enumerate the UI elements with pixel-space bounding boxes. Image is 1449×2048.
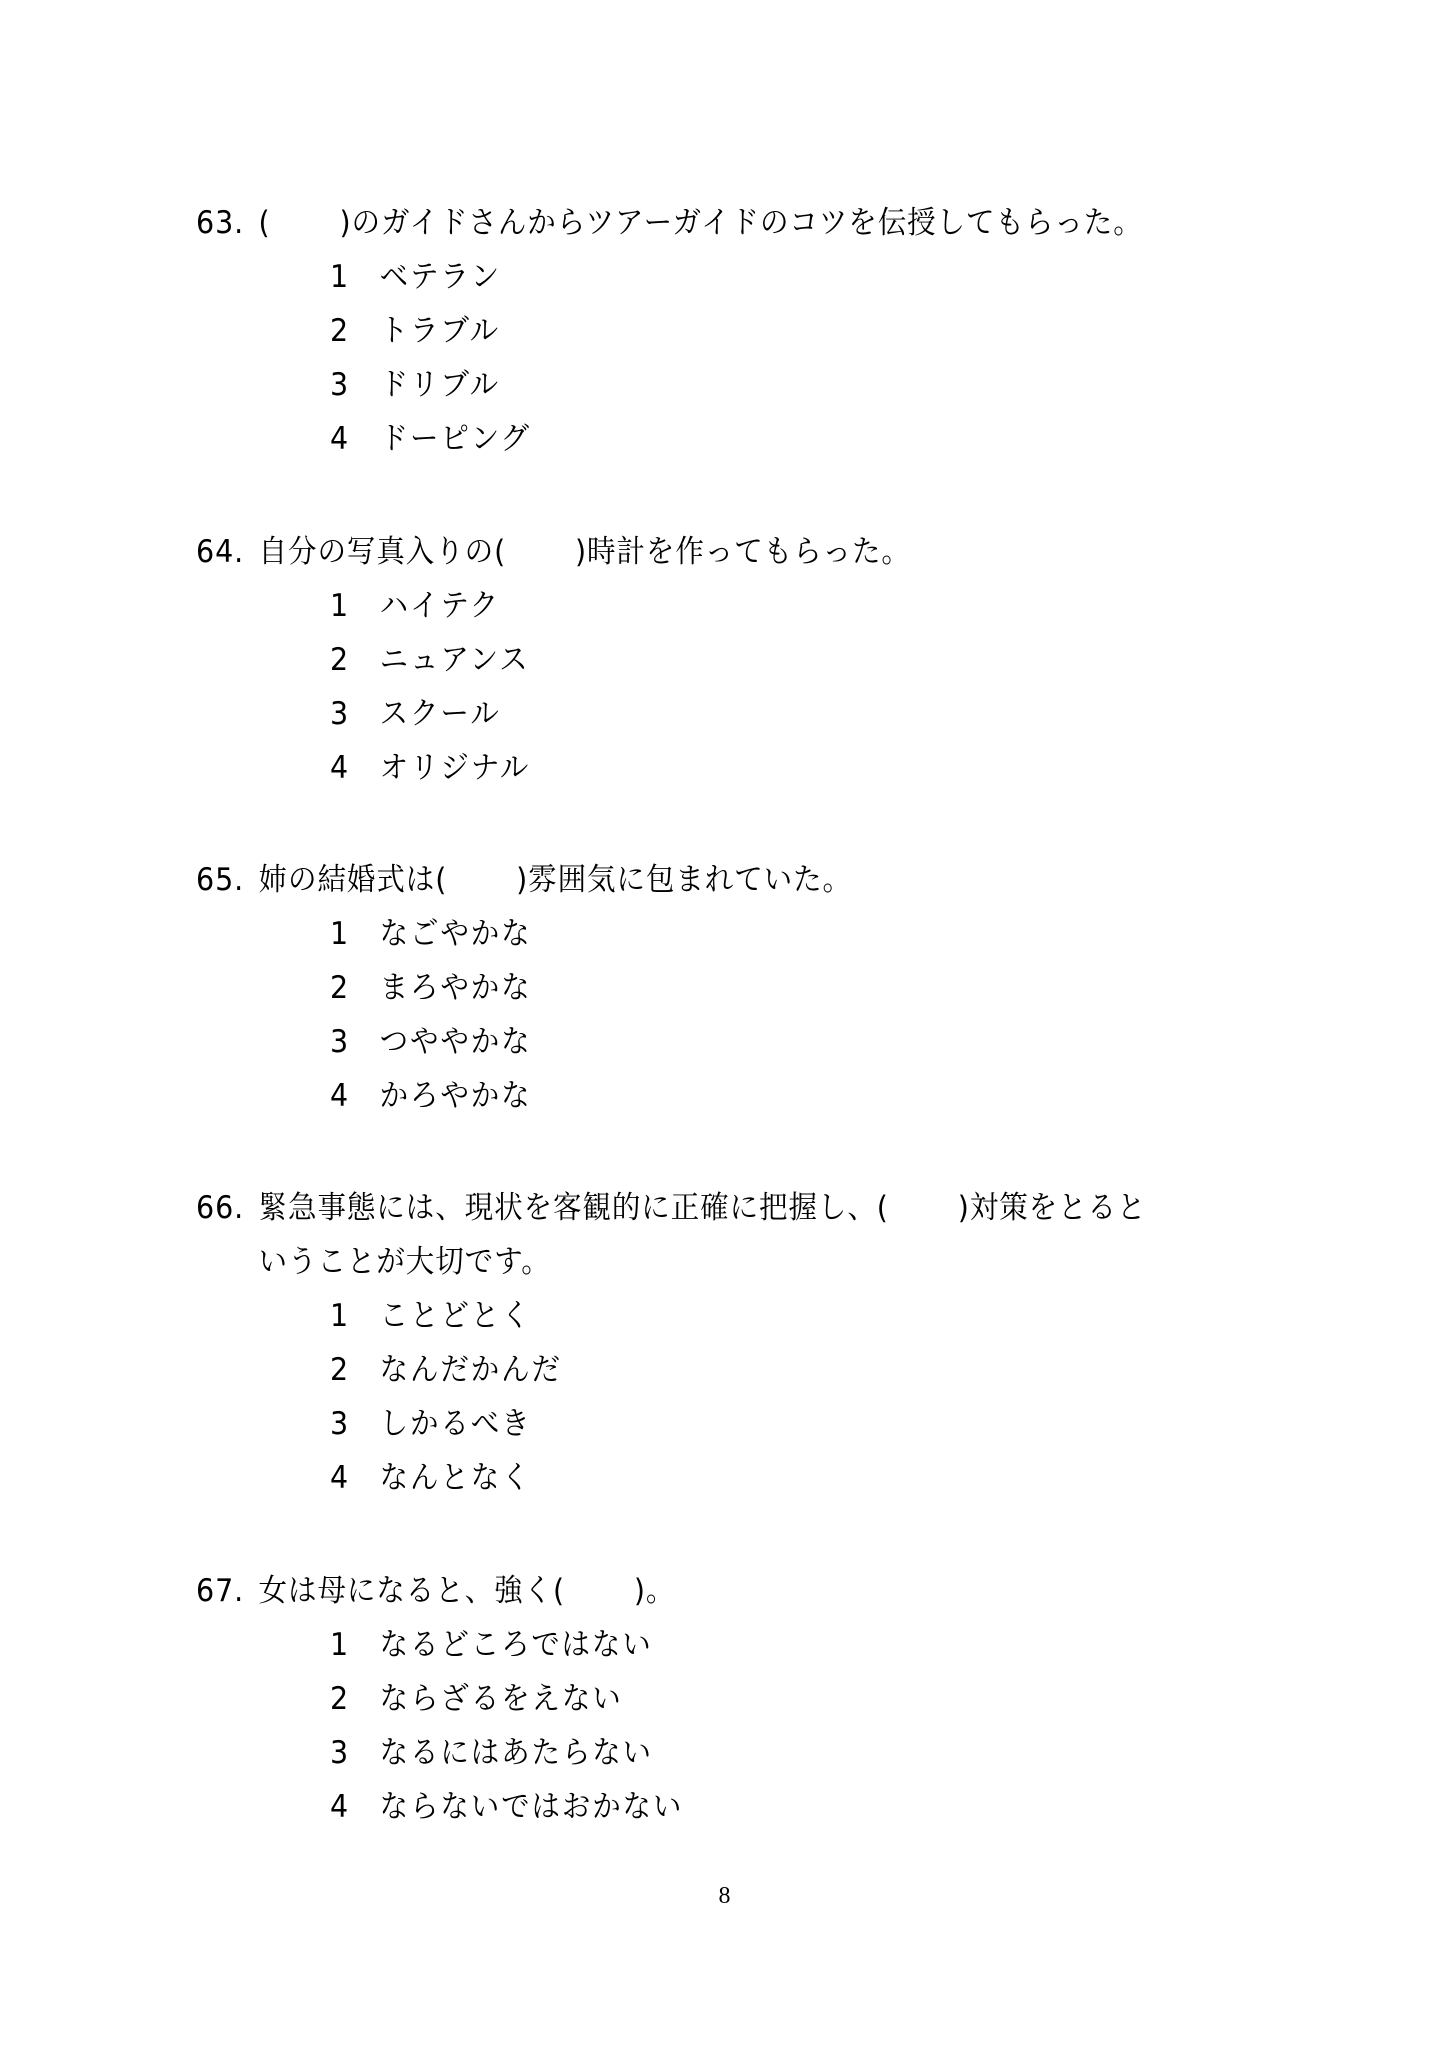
answer-options: [196, 1618, 1296, 1834]
answer-option-2[interactable]: [330, 633, 1219, 687]
option-text: なんとなく: [379, 1460, 532, 1496]
question-number: 65.: [196, 862, 245, 898]
answer-options: [196, 1289, 1296, 1505]
question-text: ( )のガイドさんからツアーガイドのコツを伝授してもらった。: [258, 205, 1143, 241]
question-number: 63.: [196, 205, 245, 241]
answer-option-2[interactable]: [330, 1343, 1219, 1397]
question-text: 自分の写真入りの( )時計を作ってもらった。: [258, 534, 911, 570]
question-number: 67.: [196, 1573, 245, 1609]
answer-option-1[interactable]: [330, 250, 1219, 304]
option-number: 3: [330, 1406, 350, 1442]
question-stem: [196, 196, 1208, 250]
option-number: 3: [330, 696, 350, 732]
option-number: 3: [330, 1735, 350, 1771]
question-text-continuation: いうことが大切です。: [258, 1244, 551, 1280]
option-text: トラブル: [379, 313, 500, 349]
option-text: ドリブル: [379, 367, 500, 403]
option-number: 4: [330, 750, 350, 786]
answer-option-1[interactable]: [330, 907, 1219, 961]
option-text: なごやかな: [379, 916, 532, 952]
question-67: [196, 1564, 1296, 1834]
option-number: 3: [330, 367, 350, 403]
answer-option-1[interactable]: [330, 579, 1219, 633]
option-number: 4: [330, 1078, 350, 1114]
page-number: 8: [718, 1883, 731, 1909]
answer-option-3[interactable]: [330, 358, 1219, 412]
answer-option-4[interactable]: [330, 1780, 1219, 1834]
option-number: 1: [330, 1298, 350, 1334]
answer-option-4[interactable]: [330, 1069, 1219, 1123]
option-text: ベテラン: [379, 259, 502, 295]
option-number: 2: [330, 642, 350, 678]
option-number: 1: [330, 916, 350, 952]
question-stem-continuation: [196, 1235, 1208, 1289]
question-text: 女は母になると、強く( )。: [258, 1573, 676, 1609]
question-stem: [196, 853, 1208, 907]
answer-option-4[interactable]: [330, 412, 1219, 466]
question-number: 66.: [196, 1190, 245, 1226]
option-text: スクール: [379, 696, 501, 732]
option-text: ならないではおかない: [379, 1789, 684, 1825]
answer-option-3[interactable]: [330, 687, 1219, 741]
option-text: しかるべき: [379, 1406, 532, 1442]
question-66: [196, 1181, 1296, 1505]
option-text: ニュアンス: [379, 642, 530, 678]
option-text: かろやかな: [379, 1078, 532, 1114]
option-number: 2: [330, 970, 350, 1006]
option-number: 3: [330, 1024, 350, 1060]
answer-option-3[interactable]: [330, 1726, 1219, 1780]
option-text: まろやかな: [379, 970, 532, 1006]
question-63: [196, 196, 1296, 466]
question-stem: [196, 1181, 1208, 1235]
option-text: ハイテク: [379, 588, 500, 624]
option-text: なるどころではない: [379, 1627, 653, 1663]
option-number: 4: [330, 1460, 350, 1496]
answer-options: [196, 250, 1296, 466]
answer-option-1[interactable]: [330, 1289, 1219, 1343]
question-65: [196, 853, 1296, 1123]
option-text: なるにはあたらない: [379, 1735, 653, 1771]
question-text: 姉の結婚式は( )雰囲気に包まれていた。: [258, 862, 853, 898]
option-number: 1: [330, 1627, 350, 1663]
option-text: つややかな: [379, 1024, 532, 1060]
question-stem: [196, 525, 1208, 579]
answer-option-3[interactable]: [330, 1397, 1219, 1451]
option-number: 2: [330, 313, 350, 349]
option-text: オリジナル: [379, 750, 531, 786]
answer-options: [196, 579, 1296, 795]
answer-option-4[interactable]: [330, 741, 1219, 795]
option-number: 2: [330, 1681, 350, 1717]
option-text: ならざるをえない: [379, 1681, 623, 1717]
answer-option-2[interactable]: [330, 304, 1219, 358]
option-text: ドーピング: [379, 421, 531, 457]
question-64: [196, 525, 1296, 795]
option-text: ことどとく: [379, 1298, 532, 1334]
option-text: なんだかんだ: [379, 1352, 562, 1388]
option-number: 1: [330, 259, 350, 295]
option-number: 4: [330, 1789, 350, 1825]
answer-option-1[interactable]: [330, 1618, 1219, 1672]
answer-option-2[interactable]: [330, 961, 1219, 1015]
question-text: 緊急事態には、現状を客観的に正確に把握し、( )対策をとると: [258, 1190, 1147, 1226]
option-number: 2: [330, 1352, 350, 1388]
question-number: 64.: [196, 534, 245, 570]
option-number: 1: [330, 588, 350, 624]
answer-option-3[interactable]: [330, 1015, 1219, 1069]
answer-option-2[interactable]: [330, 1672, 1219, 1726]
answer-options: [196, 907, 1296, 1123]
question-stem: [196, 1564, 1208, 1618]
option-number: 4: [330, 421, 350, 457]
answer-option-4[interactable]: [330, 1451, 1219, 1505]
